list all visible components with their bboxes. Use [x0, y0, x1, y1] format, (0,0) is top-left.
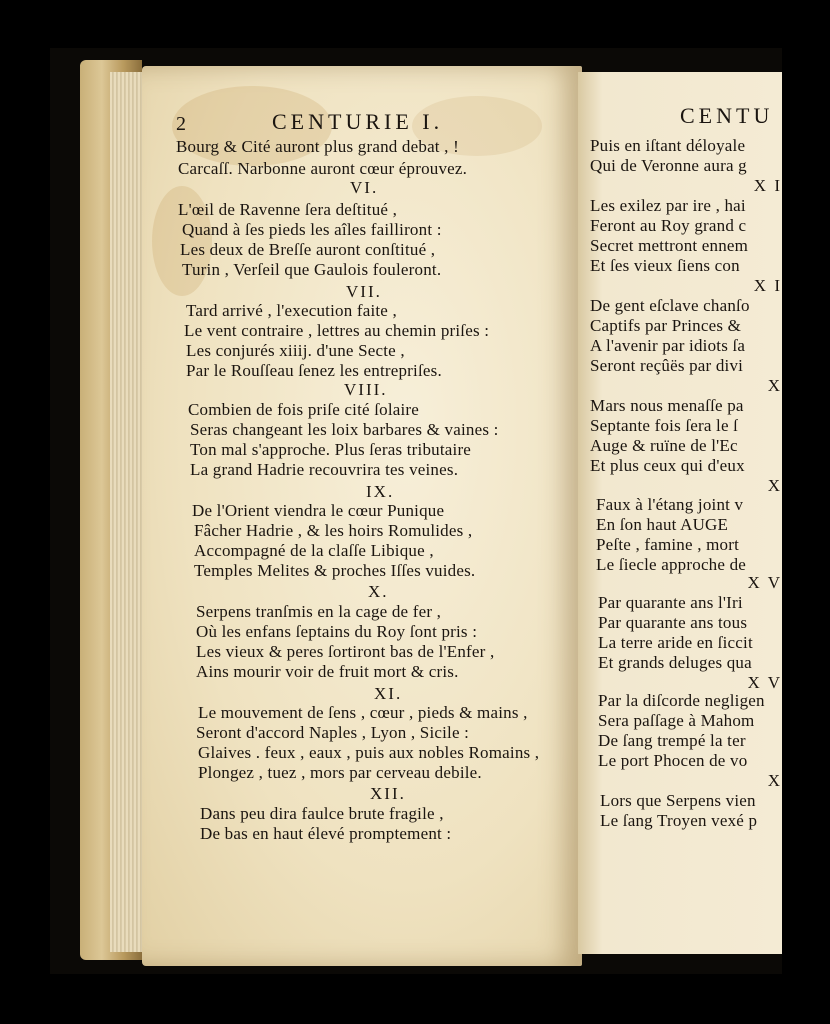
left-verse-line: La grand Hadrie recouvrira tes veines.	[190, 460, 459, 479]
right-verse-line: Faux à l'étang joint v	[596, 495, 744, 514]
right-verse-line: Septante fois ſera le ſ	[590, 416, 739, 435]
left-quatrain-number: XII.	[370, 784, 406, 803]
left-quatrain-number: IX.	[366, 482, 395, 501]
left-quatrain-number: XI.	[374, 684, 403, 703]
right-verse-line: Et ſes vieux ſiens con	[590, 256, 740, 275]
left-quatrain-number: VII.	[346, 282, 382, 301]
right-verse-line: Et plus ceux qui d'eux	[590, 456, 745, 475]
right-verse-line: Le ſang Troyen vexé p	[600, 811, 758, 830]
left-verse-line: Serpens tranſmis en la cage de fer ,	[196, 602, 442, 621]
right-verse-line: Auge & ruïne de l'Ec	[590, 436, 738, 455]
left-verse-line: Dans peu dira faulce brute fragile ,	[200, 804, 444, 823]
left-verse-line: Turin , Verſeil que Gaulois fouleront.	[182, 260, 442, 279]
right-verse-line: Peſte , famine , mort	[596, 535, 739, 554]
right-verse-line: Le port Phocen de vo	[598, 751, 748, 770]
page-number: 2	[176, 113, 186, 135]
left-verse-line: Quand à ſes pieds les aîles failliront :	[182, 220, 442, 239]
right-quatrain-number: X	[767, 476, 782, 495]
left-quatrain-number: VI.	[350, 178, 379, 197]
left-verse-line: De bas en haut élevé promptement :	[200, 824, 452, 843]
right-quatrain-number: X I	[753, 176, 782, 195]
left-verse-line: Seras changeant les loix barbares & vaines :	[190, 420, 499, 439]
left-verse-line: Les conjurés xiiij. d'une Secte ,	[186, 341, 405, 360]
left-verse-line: Bourg & Cité auront plus grand debat , !	[176, 137, 459, 156]
left-verse-line: Les deux de Breſſe auront conſtitué ,	[180, 240, 436, 259]
right-verse-line: Puis en iſtant déloyale	[590, 136, 746, 155]
right-verse-line: Qui de Veronne aura g	[590, 156, 747, 175]
left-verse-line: Ton mal s'approche. Plus ſeras tributaire	[190, 440, 472, 459]
left-verse-line: Les vieux & peres ſortiront bas de l'Enfer ,	[196, 642, 495, 661]
left-verse-line: Le vent contraire , lettres au chemin priſes :	[184, 321, 490, 340]
right-verse-line: Le ſiecle approche de	[596, 555, 747, 574]
right-verse-line: Les exilez par ire , hai	[590, 196, 746, 215]
right-quatrain-number: X V	[747, 573, 782, 592]
left-verse-line: Carcaſſ. Narbonne auront cœur éprouvez.	[178, 159, 468, 178]
left-verse-line: Glaives . feux , eaux , puis aux nobles Romains ,	[198, 743, 540, 762]
right-verse-line: De gent eſclave chanſo	[590, 296, 750, 315]
running-head: CENTURIE I.	[272, 109, 444, 134]
right-verse-line: Feront au Roy grand c	[590, 216, 747, 235]
right-verse-line: Mars nous menaſſe pa	[590, 396, 744, 415]
right-quatrain-number: X	[767, 771, 782, 790]
left-verse-line: Tard arrivé , l'execution faite ,	[186, 301, 397, 320]
right-quatrain-number: X I	[753, 276, 782, 295]
right-quatrain-number: X V	[747, 673, 782, 692]
left-verse-line: Combien de fois priſe cité ſolaire	[188, 400, 420, 419]
right-verse-line: Et grands deluges qua	[598, 653, 752, 672]
left-verse-line: Accompagné de la claſſe Libique ,	[194, 541, 434, 560]
right-verse-line: La terre aride en ſiccit	[598, 633, 753, 652]
right-verse-line: A l'avenir par idiots ſa	[590, 336, 746, 355]
right-verse-line: Sera paſſage à Mahom	[598, 711, 755, 730]
right-verse-line: Lors que Serpens vien	[600, 791, 756, 810]
right-verse-line: Par la diſcorde negligen	[598, 691, 765, 710]
right-verse-line: Seront reçûës par divi	[590, 356, 744, 375]
right-verse-line: Par quarante ans l'Iri	[598, 593, 743, 612]
left-verse-line: Où les enfans ſeptains du Roy ſont pris :	[196, 622, 478, 641]
right-verse-line: De ſang trempé la ter	[598, 731, 746, 750]
left-quatrain-number: VIII.	[344, 380, 388, 399]
left-verse-line: Seront d'accord Naples , Lyon , Sicile :	[196, 723, 470, 742]
left-verse-line: Temples Melites & proches Iſſes vuides.	[194, 561, 476, 580]
right-verse-line: Par quarante ans tous	[598, 613, 748, 632]
left-verse-line: Fâcher Hadrie , & les hoirs Romulides ,	[194, 521, 473, 540]
right-verse-line: Secret mettront ennem	[590, 236, 749, 255]
right-verse-line: Captifs par Princes &	[590, 316, 742, 335]
left-quatrain-number: X.	[368, 582, 389, 601]
right-quatrain-number: X	[767, 376, 782, 395]
running-head-right: CENTU	[680, 106, 774, 126]
right-verse-line: En ſon haut AUGE	[596, 515, 729, 534]
left-verse-line: Ains mourir voir de fruit mort & cris.	[196, 662, 459, 681]
left-verse-line: L'œil de Ravenne ſera deſtitué ,	[178, 200, 398, 219]
left-verse-line: Le mouvement de ſens , cœur , pieds & mains ,	[198, 703, 528, 722]
left-verse-line: Par le Rouſſeau ſenez les entrepriſes.	[186, 361, 442, 380]
left-verse-line: Plongez , tuez , mors par cerveau debile.	[198, 763, 482, 782]
left-verse-line: De l'Orient viendra le cœur Punique	[192, 501, 445, 520]
